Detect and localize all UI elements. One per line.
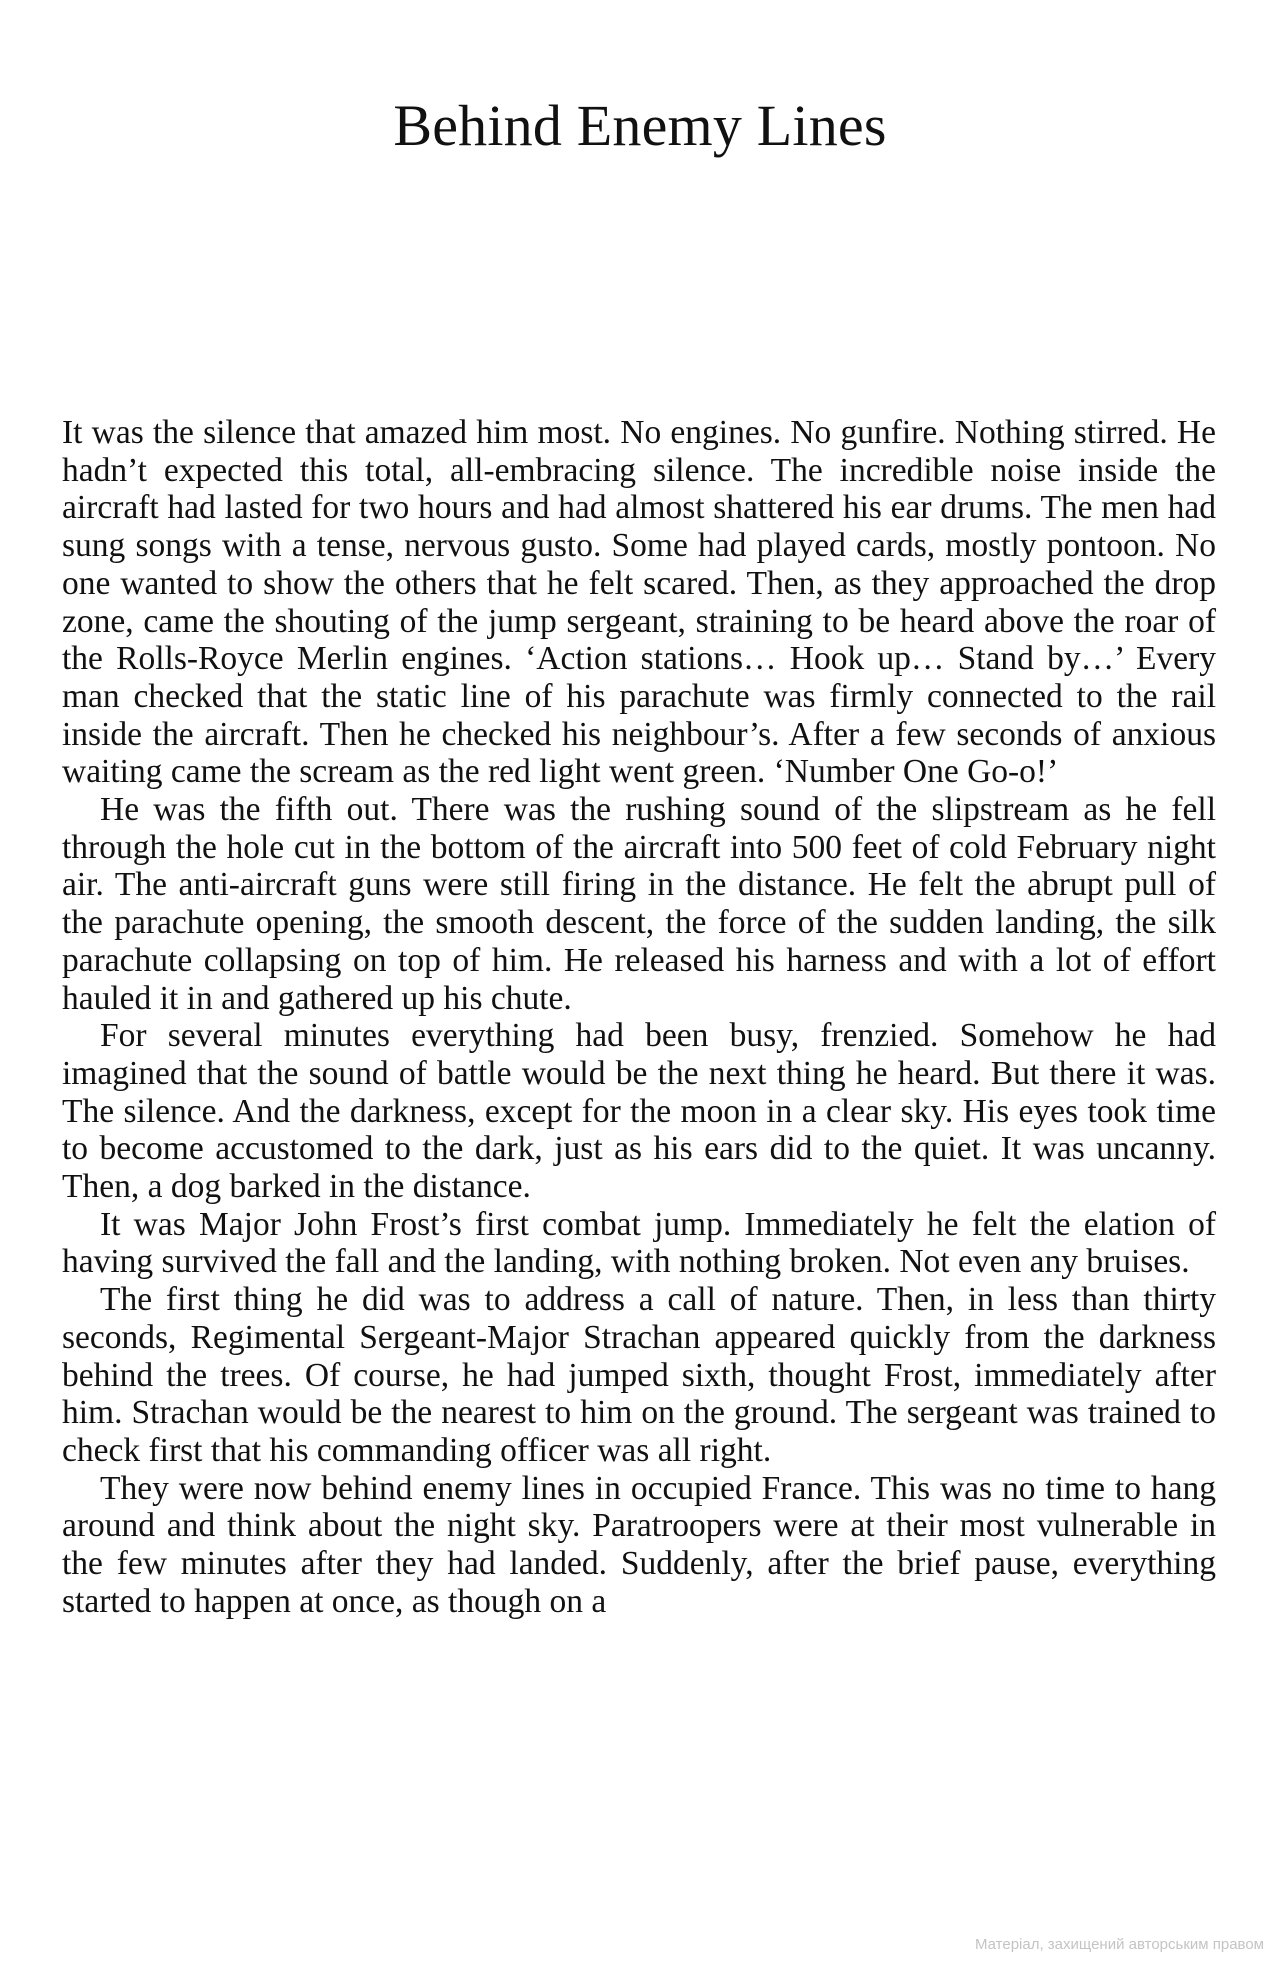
paragraph-4: It was Major John Frost’s first combat jump. Immediately he felt the elation of having survived the fall and the landing, with nothing broken. Not even any bruises. <box>62 1205 1216 1281</box>
copyright-watermark: Матеріал, захищений авторським правом <box>974 1936 1264 1953</box>
paragraph-5: The first thing he did was to address a call of nature. Then, in less than thirty seconds, Regimental Sergeant-Major Strachan appeared quickly from the darkness behind the trees. Of course, he had jumped sixth, thought Frost, immediately after him. Strachan would be the nearest to him on the ground. The sergeant was trained to check first that his commanding officer was all right. <box>62 1281 1216 1469</box>
paragraph-2: He was the fifth out. There was the rushing sound of the slipstream as he fell through the hole cut in the bottom of the aircraft into 500 feet of cold February night air. The anti-aircraft guns were still firing in the distance. He felt the abrupt pull of the parachute opening, the smooth descent, the force of the sudden landing, the silk parachute collapsing on top of him. He released his harness and with a lot of effort hauled it in and gathered up his chute. <box>62 791 1216 1017</box>
chapter-title: Behind Enemy Lines <box>393 93 887 158</box>
paragraph-6: They were now behind enemy lines in occupied France. This was no time to hang around and think about the night sky. Paratroopers were at their most vulnerable in the few minutes after they had landed. Suddenly, after the brief pause, everything started to happen at once, as though on a <box>62 1469 1216 1620</box>
paragraph-1: It was the silence that amazed him most. No engines. No gunfire. Nothing stirred. He hadn’t expected this total, all-embracing silence. The incredible noise inside the aircraft had lasted for two hours and had almost shattered his ear drums. The men had sung songs with a tense, nervous gusto. Some had played cards, mostly pontoon. No one wanted to show the others that he felt scared. Then, as they approached the drop zone, came the shouting of the jump sergeant, straining to be heard above the roar of the Rolls-Royce Merlin engines. ‘Action stations… Hook up… Stand by…’ Every man checked that the static line of his parachute was firmly connected to the rail inside the aircraft. Then he checked his neighbour’s. After a few seconds of anxious waiting came the scream as the red light went green. ‘Number One Go-o!’ <box>62 414 1216 791</box>
paragraph-3: For several minutes everything had been busy, frenzied. Somehow he had imagined that the sound of battle would be the next thing he heard. But there it was. The silence. And the darkness, except for the moon in a clear sky. His eyes took time to become accustomed to the dark, just as his ears did to the quiet. It was uncanny. Then, a dog barked in the distance. <box>62 1017 1216 1206</box>
body-text <box>62 414 1216 1621</box>
